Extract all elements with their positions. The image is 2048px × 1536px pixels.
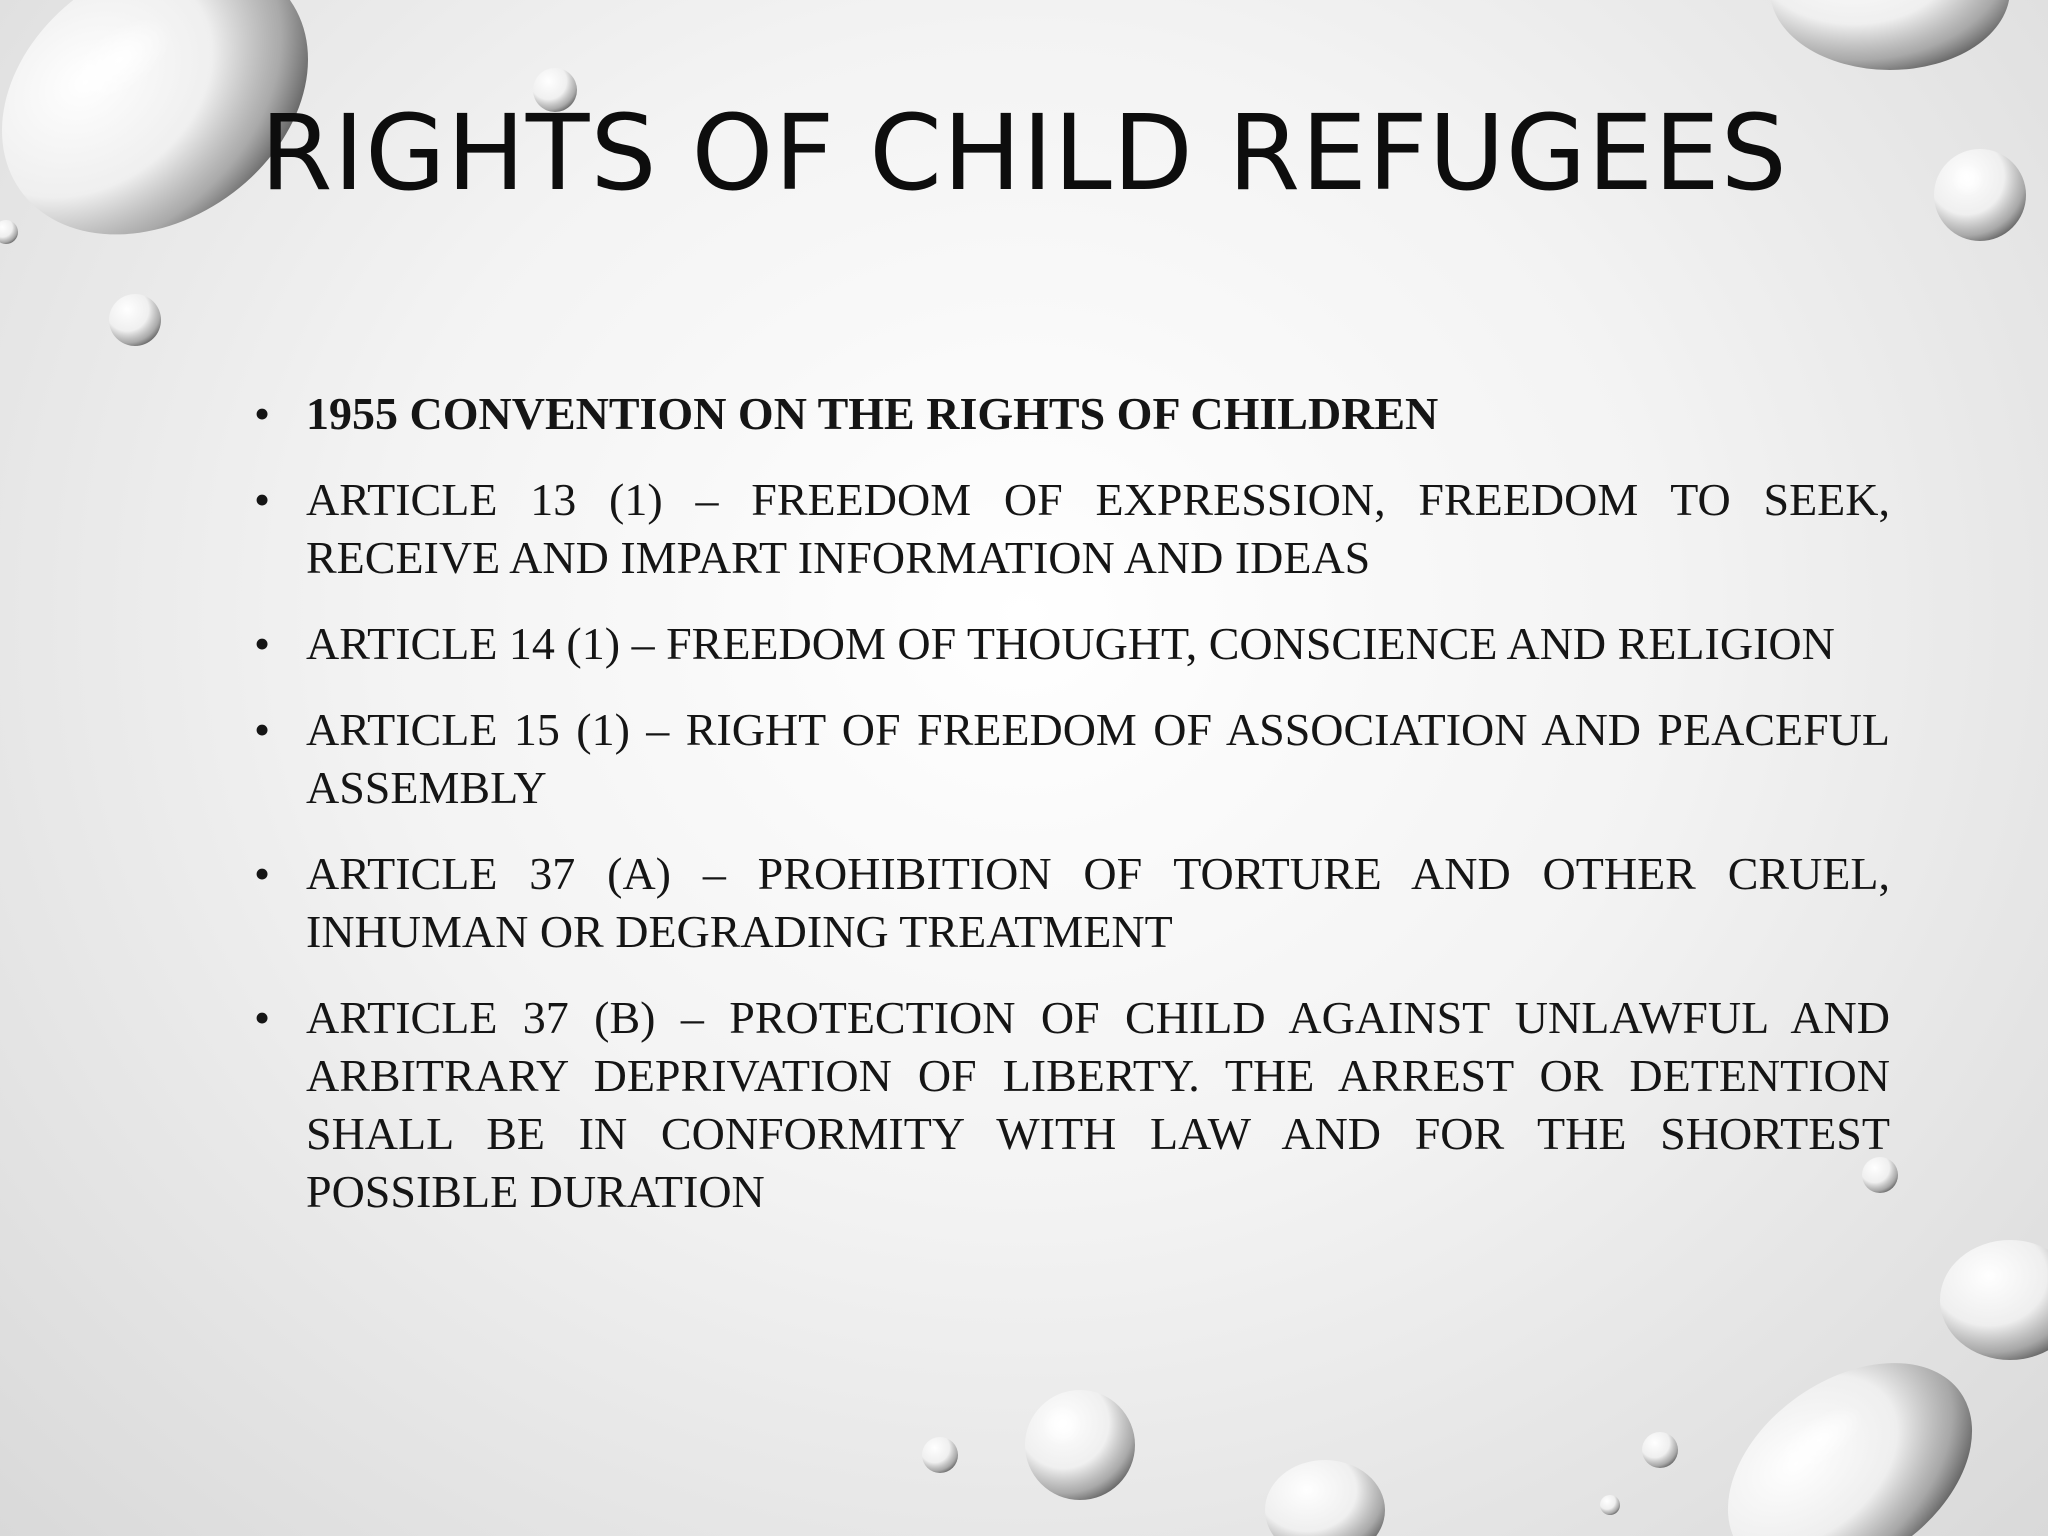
bullet-text: ARTICLE 13 (1) – FREEDOM OF EXPRESSION, FREEDOM TO SEEK, RECEIVE AND IMPART INFORMATION AND IDEAS: [306, 474, 1890, 583]
bullet-item: [250, 471, 1890, 587]
droplet: [1642, 1432, 1678, 1468]
droplet: [1770, 0, 2010, 70]
droplet: [922, 1437, 958, 1473]
bullet-point-icon: •: [253, 388, 271, 439]
droplet: [109, 294, 161, 346]
droplet: [1025, 1390, 1135, 1500]
bullet-text: ARTICLE 37 (B) – PROTECTION OF CHILD AGAINST UNLAWFUL AND ARBITRARY DEPRIVATION OF LIBERTY. THE ARREST OR DETENTION SHALL BE IN CONFORMITY WITH LAW AND FOR THE SHORTEST POSSIBLE DURATION: [306, 992, 1890, 1217]
bullet-point-icon: •: [253, 848, 271, 899]
droplet: [1265, 1460, 1385, 1536]
bullet-point-icon: •: [253, 704, 271, 755]
droplet: [1600, 1495, 1620, 1515]
droplet: [1940, 1240, 2048, 1360]
bullet-text: ARTICLE 14 (1) – FREEDOM OF THOUGHT, CONSCIENCE AND RELIGION: [306, 618, 1835, 669]
slide-content: [250, 385, 1890, 1249]
slide-title: RIGHTS OF CHILD REFUGEES: [260, 92, 1788, 214]
bullet-item: [250, 385, 1890, 443]
bullet-item: [250, 845, 1890, 961]
bullet-point-icon: •: [253, 618, 271, 669]
bullet-point-icon: •: [253, 992, 271, 1043]
bullet-item: [250, 615, 1890, 673]
bullet-text: ARTICLE 37 (A) – PROHIBITION OF TORTURE AND OTHER CRUEL, INHUMAN OR DEGRADING TREATMENT: [306, 848, 1890, 957]
bullet-list: [250, 385, 1890, 1221]
bullet-text: 1955 CONVENTION ON THE RIGHTS OF CHILDREN: [306, 388, 1439, 439]
bullet-item: [250, 701, 1890, 817]
bullet-item: [250, 989, 1890, 1221]
bullet-point-icon: •: [253, 474, 271, 525]
bullet-text: ARTICLE 15 (1) – RIGHT OF FREEDOM OF ASSOCIATION AND PEACEFUL ASSEMBLY: [306, 704, 1890, 813]
droplet-shine: [1042, 1405, 1082, 1445]
droplet: [0, 220, 18, 244]
